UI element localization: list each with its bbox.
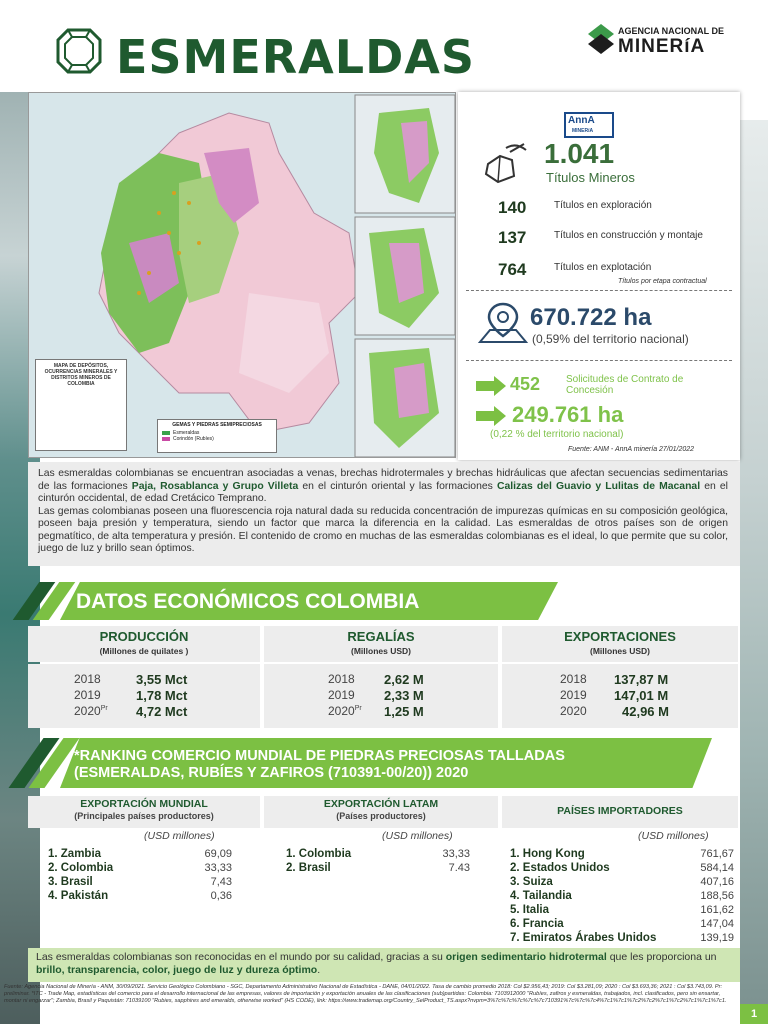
- titulos-mineros-label: Títulos Mineros: [546, 170, 635, 185]
- economic-banner-title: DATOS ECONÓMICOS COLOMBIA: [76, 590, 420, 613]
- solicitudes-area-percentage: (0,22 % del territorio nacional): [490, 429, 624, 440]
- exportaciones-column: EXPORTACIONES (Millones USD) 2018 137,87 M 2019 147,01 M 2020 42,96 M: [502, 626, 738, 728]
- map-gem-legend-title: GEMAS Y PIEDRAS SEMIPRECIOSAS: [172, 422, 262, 428]
- divider: [466, 360, 732, 361]
- list-item: 4. Tailandia 188,56: [510, 890, 734, 902]
- page-header: [0, 0, 768, 92]
- titulos-etapa-note: Títulos por etapa contractual: [618, 278, 707, 285]
- ranking-banner-title: *RANKING COMERCIO MUNDIAL DE PIEDRAS PRECIOSAS TALLADAS (ESMERALDAS, RUBÍES Y ZAFIROS (710391-00/20)) 2020: [74, 748, 565, 781]
- page-title: ESMERALDAS: [116, 30, 475, 84]
- anm-logo: [588, 24, 738, 60]
- produccion-column: PRODUCCIÓN (Millones de quilates ) 2018 3,55 Mct 2019 1,78 Mct $2020^{Pr}$ 4,72 Mct: [28, 626, 260, 728]
- logo-agency-text: AGENCIA NACIONAL DE: [618, 26, 725, 36]
- list-item: 2. Colombia 33,33: [48, 862, 232, 874]
- arrow-right-icon: [476, 376, 506, 396]
- list-item: 1. Colombia 33,33: [286, 848, 470, 860]
- map-gem-legend: [157, 419, 277, 453]
- regalias-column: REGALÍAS (Millones USD) 2018 2,62 M 2019 2,33 M $2020^{Pr}$ 1,25 M: [264, 626, 498, 728]
- list-item: 2. Brasil 7.43: [286, 862, 470, 874]
- page-number: 1: [740, 1004, 768, 1024]
- anm-logo-mark-icon: [588, 24, 614, 54]
- anna-mineria-logo: AnnA MINERíA: [564, 112, 614, 138]
- stats-source: Fuente: ANM - AnnA minería 27/01/2022: [568, 446, 695, 453]
- mining-titles-panel: AnnA MINERíA 1.041 Títulos Mineros 140 Títulos en exploración 137 Títulos en construcción y montaje 764 Títulos en explotación Títulos por etapa contractual 670.722 ha (0,59% del territorio nacional) 452 Solicitudes de Contrato de Concesión 249.761 ha (0,22 % del territorio nacional) Fuente: ANM - AnnA minería 27/01/2022: [458, 92, 740, 460]
- arrow-right-icon: [476, 406, 506, 426]
- legend-item-corundum: Corindón (Rubíes): [162, 436, 272, 442]
- exportacion-latam-column: EXPORTACIÓN LATAM (Países productores) (USD millones) 1. Colombia 33,33 2. Brasil 7.43: [264, 796, 498, 946]
- description-paragraph-2: Las gemas colombianas poseen una fluorescencia roja natural dada su reducida concentración de impurezas químicas en su composición geológica, poseen baja presión y temperatura, siendo un factor que marca la diferencia en la calidad. Las esmeraldas de otros países son de origen pegmatítico, de alta temperatura y presión. El contenido de cromo en muchas de las esmeraldas colombianas es el ideal, lo que permite que su color, juego de luz y brillo sean óptimos.: [38, 505, 728, 554]
- list-item: 2. Estados Unidos 584,14: [510, 862, 734, 874]
- map-legend-title: MAPA DE DEPÓSITOS, OCURRENCIAS MINERALES Y DISTRITOS MINEROS DE COLOMBIA: [44, 363, 118, 387]
- background-right-strip: [740, 120, 768, 1024]
- list-item: 3. Suiza 407,16: [510, 876, 734, 888]
- list-item: 3. Brasil 7,43: [48, 876, 232, 888]
- list-item: 7. Emiratos Árabes Unidos 139,19: [510, 932, 734, 944]
- area-percentage: (0,59% del territorio nacional): [532, 332, 689, 346]
- sources-footnote: Fuente: Agencia Nacional de Minería - ANM, 30/09/2021. Servicio Geológico Colombiano - SGC, Departamento Administrativo Nacional de Estadística - DANE, 04/01/2022. Tasa de cambio promedio 2018: Col $2.956,43; 2019: Col $3.281,09; 2020 : Col $3.693,36; 2021 : Col $3.743,09. Pr: preliminar. *ITC - Trade Map, estadísticas del comercio para el desarrollo internacional de las empresas, valores de importación y exportación anuales de las clasificaciones (sub)partidas: Colombia: 7103912000 "Rubíes, zafiros y esmeraldas, trabajados, incl. clasificados, pero sin ensartar, montar ni engarzar"; Zambia, Brasil y Paquistán: 71039100 "Rubies, sapphires and emeralds, otherwise worked" (HS CODE), link: https://www.trademap.org/Country_SelProduct_TS.aspx?nvpm=3%7c%7c%7c%7c%7c710391%7c%7c%7c4%7c1%7c1%7c2%7c2%7c1%7c2%7c1%7c1%7c1.: [4, 984, 727, 1005]
- divider: [466, 290, 732, 291]
- list-item: 6. Francia 147,04: [510, 918, 734, 930]
- exportacion-mundial-column: EXPORTACIÓN MUNDIAL (Principales países productores) (USD millones) 1. Zambia 69,09 2. Colombia 33,33 3. Brasil 7,43 4. Pakistán 0,36: [28, 796, 260, 946]
- emerald-gem-icon: [56, 28, 102, 74]
- mine-cart-pickaxe-icon: [480, 142, 530, 186]
- legend-item-emeralds: Esmeraldas: [162, 430, 272, 436]
- solicitudes-label: Solicitudes de Contrato de Concesión: [566, 374, 684, 396]
- paises-importadores-column: PAÍSES IMPORTADORES (USD millones) 1. Hong Kong 761,67 2. Estados Unidos 584,14 3. Suiza 407,16 4. Tailandia 188,56 5. Italia 161,62 6. Francia 147,04 7. Emiratos Árabes Unidos 139,19: [502, 796, 738, 946]
- colombia-map: [28, 92, 456, 458]
- logo-mineria-text: MINERíA: [618, 36, 706, 57]
- location-pin-icon: [476, 300, 530, 344]
- emerald-description: Las esmeraldas colombianas se encuentran asociadas a venas, brechas hidrotermales y brechas hidráulicas que afectan secuencias sedimentarias de las formaciones Paja, Rosablanca y Grupo Villeta en el cinturón oriental y las formaciones Calizas del Guavio y Lulitas de Macanal en el cinturón occidental, de edad Cretácico Temprano. Las gemas colombianas poseen una fluorescencia roja natural dada su reducida concentración de impurezas químicas en su composición geológica, poseen baja presión y temperatura, siendo un factor que marca la diferencia en la calidad. Las esmeraldas de otros países son de origen pegmatítico, de alta temperatura y presión. El contenido de cromo en muchas de las esmeraldas colombianas es el ideal, lo que permite que su color, juego de luz y brillo sean óptimos.: [28, 462, 740, 566]
- area-hectares: 670.722 ha: [530, 304, 652, 331]
- list-item: 1. Zambia 69,09: [48, 848, 232, 860]
- bottom-summary: Las esmeraldas colombianas son reconocidas en el mundo por su calidad, gracias a su origen sedimentario hidrotermal que les proporciona un brillo, transparencia, color, juego de luz y dureza óptimo.: [28, 948, 740, 982]
- list-item: 4. Pakistán 0,36: [48, 890, 232, 902]
- titulos-mineros-count: 1.041: [544, 138, 615, 169]
- list-item: 5. Italia 161,62: [510, 904, 734, 916]
- solicitudes-count: 452: [510, 374, 541, 394]
- list-item: 1. Hong Kong 761,67: [510, 848, 734, 860]
- solicitudes-area: 249.761 ha: [512, 402, 624, 427]
- map-legend: [35, 359, 127, 451]
